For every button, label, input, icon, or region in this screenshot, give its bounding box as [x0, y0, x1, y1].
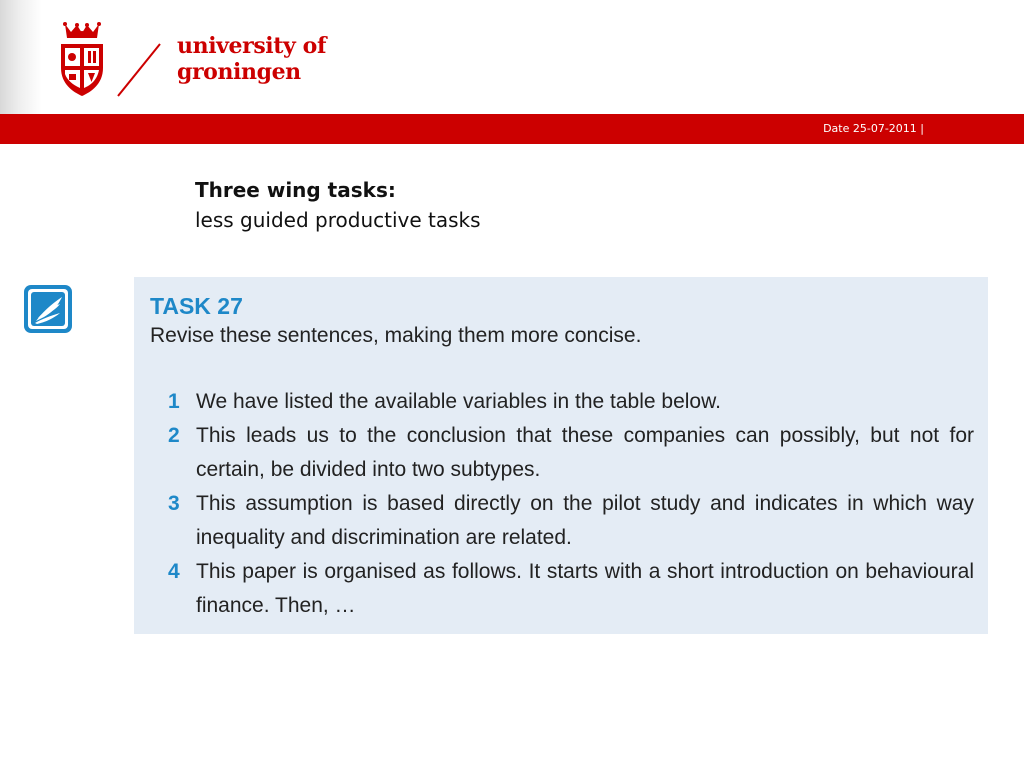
task-list [150, 385, 974, 623]
task-item-text: This assumption is based directly on the pilot study and indicates in which way inequality and discrimination are related. [196, 492, 974, 549]
university-crest-icon [57, 22, 107, 98]
header-bar [0, 114, 1024, 144]
brand-line-1: university of [177, 33, 327, 59]
task-item-text: We have listed the available variables in the table below. [196, 390, 721, 413]
task-item-1 [150, 385, 974, 419]
task-item-number: 3 [168, 492, 180, 515]
task-item-4 [150, 555, 974, 623]
slide-title-main: Three wing tasks: [195, 178, 396, 202]
left-edge-shadow [0, 0, 42, 116]
task-item-number: 1 [168, 390, 180, 413]
slide-title-sub: less guided productive tasks [195, 208, 481, 232]
brand-slash-icon [114, 42, 164, 98]
task-item-number: 4 [168, 560, 180, 583]
task-instruction: Revise these sentences, making them more concise. [150, 324, 642, 347]
task-item-number: 2 [168, 424, 180, 447]
task-item-text: This leads us to the conclusion that these companies can possibly, but not for certain, be divided into two subtypes. [196, 424, 974, 481]
task-item-text: This paper is organised as follows. It starts with a short introduction on behavioural finance. Then, … [196, 560, 974, 617]
date-label: Date 25-07-2011 | [823, 122, 924, 135]
slide-title [195, 175, 481, 235]
wing-icon [22, 283, 74, 335]
university-brand [177, 33, 326, 85]
task-box [134, 277, 988, 634]
brand-line-2: groningen [177, 59, 301, 85]
task-item-2 [150, 419, 974, 487]
task-item-3 [150, 487, 974, 555]
task-title: TASK 27 [150, 293, 243, 319]
